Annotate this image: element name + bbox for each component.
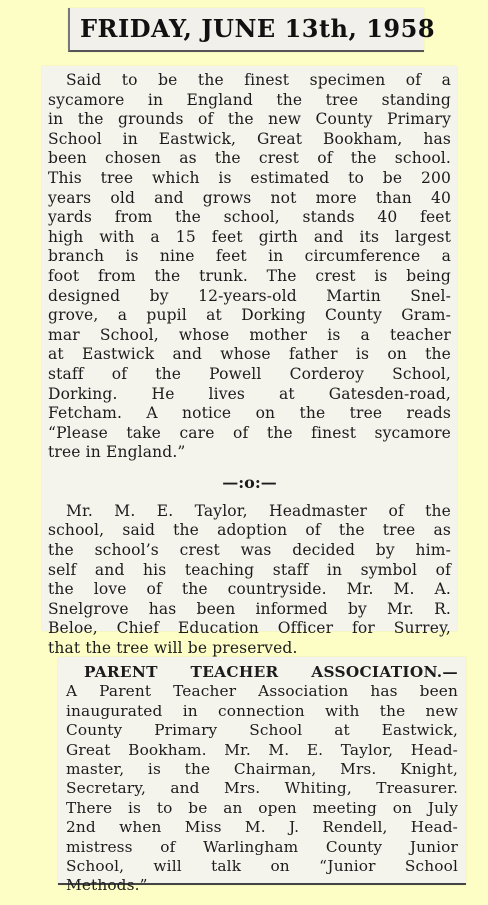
sycamore-article-clipping [42,66,457,658]
text-line: Great Bookham. Mr. M. E. Taylor, Head- [66,740,458,759]
section-separator: —:o:— [222,472,277,492]
text-line: yards from the school, stands 40 feet [48,208,451,227]
text-line: This tree which is estimated to be 200 [48,168,451,187]
article-paragraph-1 [48,71,451,463]
text-line: Dorking. He lives at Gatesden-road, [48,384,451,403]
text-line: in the grounds of the new County Primary [48,110,451,129]
text-line: tree in England.” [48,443,186,462]
text-line: staff of the Powell Corderoy School, [48,364,451,383]
text-line: grove, a pupil at Dorking County Gram- [48,306,451,325]
text-line: “Please take care of the finest sycamore [48,423,451,442]
text-line: the school’s crest was decided by him- [48,541,451,560]
text-line: 2nd when Miss M. J. Rendell, Head- [66,818,458,837]
association-paragraph [66,663,458,896]
text-line: designed by 12-years-old Martin Snel- [48,286,451,305]
text-line: been chosen as the crest of the school. [48,149,451,168]
text-line: A Parent Teacher Association has been [66,682,458,701]
text-line: Mr. M. E. Taylor, Headmaster of the [66,501,451,520]
text-line: branch is nine feet in circumference a [48,247,451,266]
text-line: School in Eastwick, Great Bookham, has [48,129,451,148]
text-line: Snelgrove has been informed by Mr. R. [48,599,451,618]
text-line: Methods.” [66,876,148,895]
text-line: Said to be the finest specimen of a [66,71,451,89]
text-line: Beloe, Chief Education Officer for Surrey, [48,619,451,638]
parent-teacher-association-clipping [58,657,466,895]
text-line: foot from the trunk. The crest is being [48,266,451,285]
text-line: County Primary School at Eastwick, [66,721,458,740]
text-line: the love of the countryside. Mr. M. A. [48,580,451,599]
text-line: Secretary, and Mrs. Whiting, Treasurer. [66,779,458,798]
text-line: school, said the adoption of the tree as [48,521,451,540]
text-line: that the tree will be preserved. [48,639,298,658]
text-line: inaugurated in connection with the new [66,701,458,720]
text-line: at Eastwick and whose father is on the [48,345,451,364]
article-paragraph-2 [48,502,451,659]
text-line: sycamore in England the tree standing [48,90,451,109]
association-heading: PARENT TEACHER ASSOCIATION.— [84,663,458,681]
text-line: Fetcham. A notice on the tree reads [48,404,451,423]
text-line: mar School, whose mother is a teacher [48,325,451,344]
text-line: mistress of Warlingham County Junior [66,837,458,856]
date-headline: FRIDAY, JUNE 13th, 1958 [80,14,436,43]
date-clipping [68,8,436,52]
text-line: years old and grows not more than 40 [48,188,451,207]
text-line: There is to be an open meeting on July [66,798,458,817]
text-line: self and his teaching staff in symbol of [48,560,451,579]
text-line: master, is the Chairman, Mrs. Knight, [66,760,458,779]
text-line: School, will talk on “Junior School [66,857,458,876]
text-line: high with a 15 feet girth and its largest [48,227,451,246]
